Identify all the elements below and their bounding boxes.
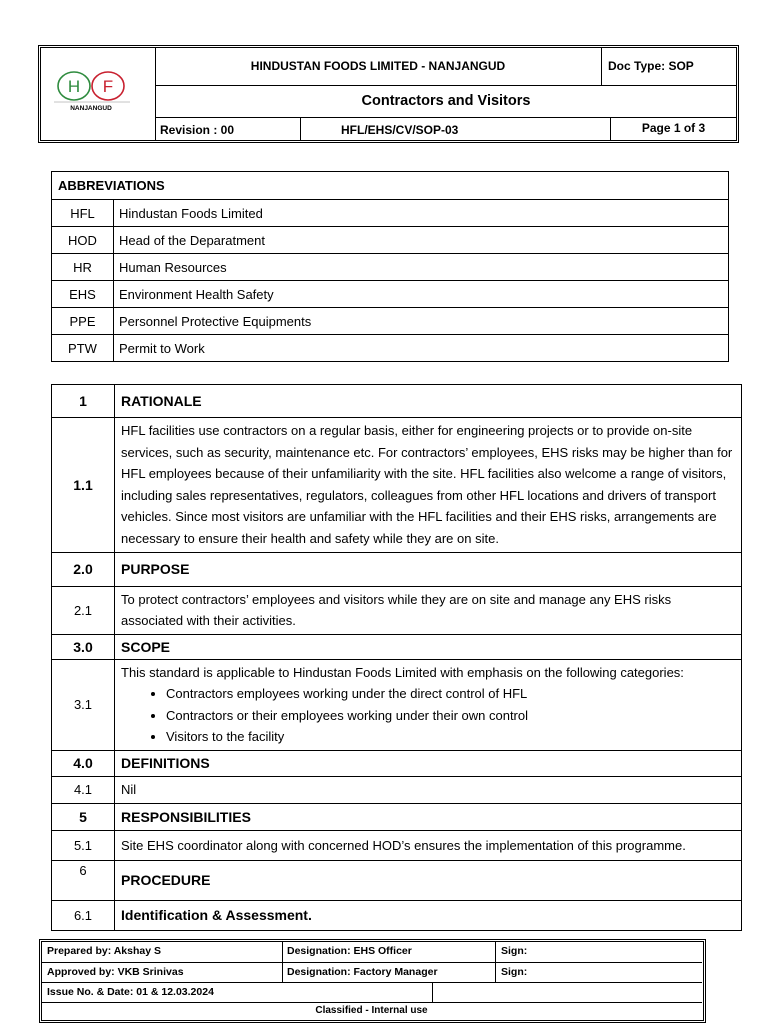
subsection-title-identification: Identification & Assessment. (115, 900, 742, 930)
svg-text:H: H (67, 77, 81, 96)
abbr-code: HFL (52, 200, 114, 227)
scope-list (121, 683, 735, 748)
approved-designation: Designation: Factory Manager (287, 966, 438, 978)
document-number: HFL/EHS/CV/SOP-03 (341, 123, 459, 137)
section-number: 6 (52, 860, 115, 900)
sop-table (51, 384, 742, 931)
svg-text:F: F (102, 77, 114, 96)
abbr-text: Human Resources (114, 254, 729, 281)
table-row (52, 308, 729, 335)
subsection-number: 1.1 (52, 418, 115, 553)
abbreviations-table (51, 171, 729, 362)
section-title-responsibilities: RESPONSIBILITIES (115, 803, 742, 830)
responsibilities-text: Site EHS coordinator along with concerned HOD’s ensures the implementation of this programme. (115, 830, 742, 860)
abbr-text: Hindustan Foods Limited (114, 200, 729, 227)
rationale-text: HFL facilities use contractors on a regular basis, either for engineering projects or to provide on-site services, such as security, maintenance etc. For contractors’ employees, EHS risks may be higher than for HFL employees because of their unfamiliarity with the site. HFL facilities also welcome a range of visitors, including sales representatives, regulators, colleagues from other HFL locations and drivers of transport vehicles. Since most visitors are unfamiliar with the HFL facilities and their EHS risks, arrangements are necessary to ensure their health and safety while they are on site. (115, 418, 742, 553)
scope-intro: This standard is applicable to Hindustan Foods Limited with emphasis on the following categories: (121, 664, 684, 680)
purpose-text: To protect contractors’ employees and visitors while they are on site and manage any EHS risks associated with their activities. (115, 586, 742, 634)
abbr-code: HOD (52, 227, 114, 254)
document-header (38, 45, 739, 143)
svg-text:NANJANGUD: NANJANGUD (70, 105, 112, 112)
subsection-number: 5.1 (52, 830, 115, 860)
table-row (52, 335, 729, 362)
approved-by: Approved by: VKB Srinivas (47, 966, 184, 978)
abbr-code: HR (52, 254, 114, 281)
subsection-number: 4.1 (52, 776, 115, 803)
abbreviations-heading: ABBREVIATIONS (52, 172, 729, 200)
list-item: • Contractors employees working under the direct control of HFL (166, 683, 735, 705)
subsection-number: 6.1 (52, 900, 115, 930)
section-title-purpose: PURPOSE (115, 552, 742, 586)
section-number: 5 (52, 803, 115, 830)
table-row (52, 227, 729, 254)
table-row (52, 254, 729, 281)
section-number: 1 (52, 385, 115, 418)
issue-number-date: Issue No. & Date: 01 & 12.03.2024 (47, 986, 214, 998)
abbr-text: Head of the Deparatment (114, 227, 729, 254)
abbr-text: Environment Health Safety (114, 281, 729, 308)
revision: Revision : 00 (160, 123, 235, 137)
company-logo (48, 69, 148, 114)
scope-text (115, 659, 742, 750)
section-number: 2.0 (52, 552, 115, 586)
section-title-rationale: RATIONALE (115, 385, 742, 418)
prepared-designation: Designation: EHS Officer (287, 945, 412, 957)
classification: Classified - Internal use (315, 1005, 428, 1016)
section-number: 3.0 (52, 634, 115, 659)
list-item: • Visitors to the facility (166, 726, 735, 748)
company-name: HINDUSTAN FOODS LIMITED - NANJANGUD (250, 59, 506, 73)
abbr-code: PPE (52, 308, 114, 335)
table-row (52, 281, 729, 308)
page-number: Page 1 of 3 (641, 121, 706, 135)
table-row (52, 200, 729, 227)
definitions-text: Nil (115, 776, 742, 803)
prepared-by: Prepared by: Akshay S (47, 945, 161, 957)
abbr-code: PTW (52, 335, 114, 362)
section-title-definitions: DEFINITIONS (115, 750, 742, 776)
section-title-procedure: PROCEDURE (115, 860, 742, 900)
section-number: 4.0 (52, 750, 115, 776)
abbr-code: EHS (52, 281, 114, 308)
list-item: • Contractors or their employees working under their own control (166, 705, 735, 727)
prepared-sign: Sign: (501, 945, 528, 957)
document-footer (39, 939, 706, 1024)
subsection-number: 2.1 (52, 586, 115, 634)
document-title: Contractors and Visitors (361, 93, 531, 109)
abbr-text: Permit to Work (114, 335, 729, 362)
subsection-number: 3.1 (52, 659, 115, 750)
abbr-text: Personnel Protective Equipments (114, 308, 729, 335)
approved-sign: Sign: (501, 966, 528, 978)
doc-type: Doc Type: SOP (608, 59, 694, 73)
section-title-scope: SCOPE (115, 634, 742, 659)
